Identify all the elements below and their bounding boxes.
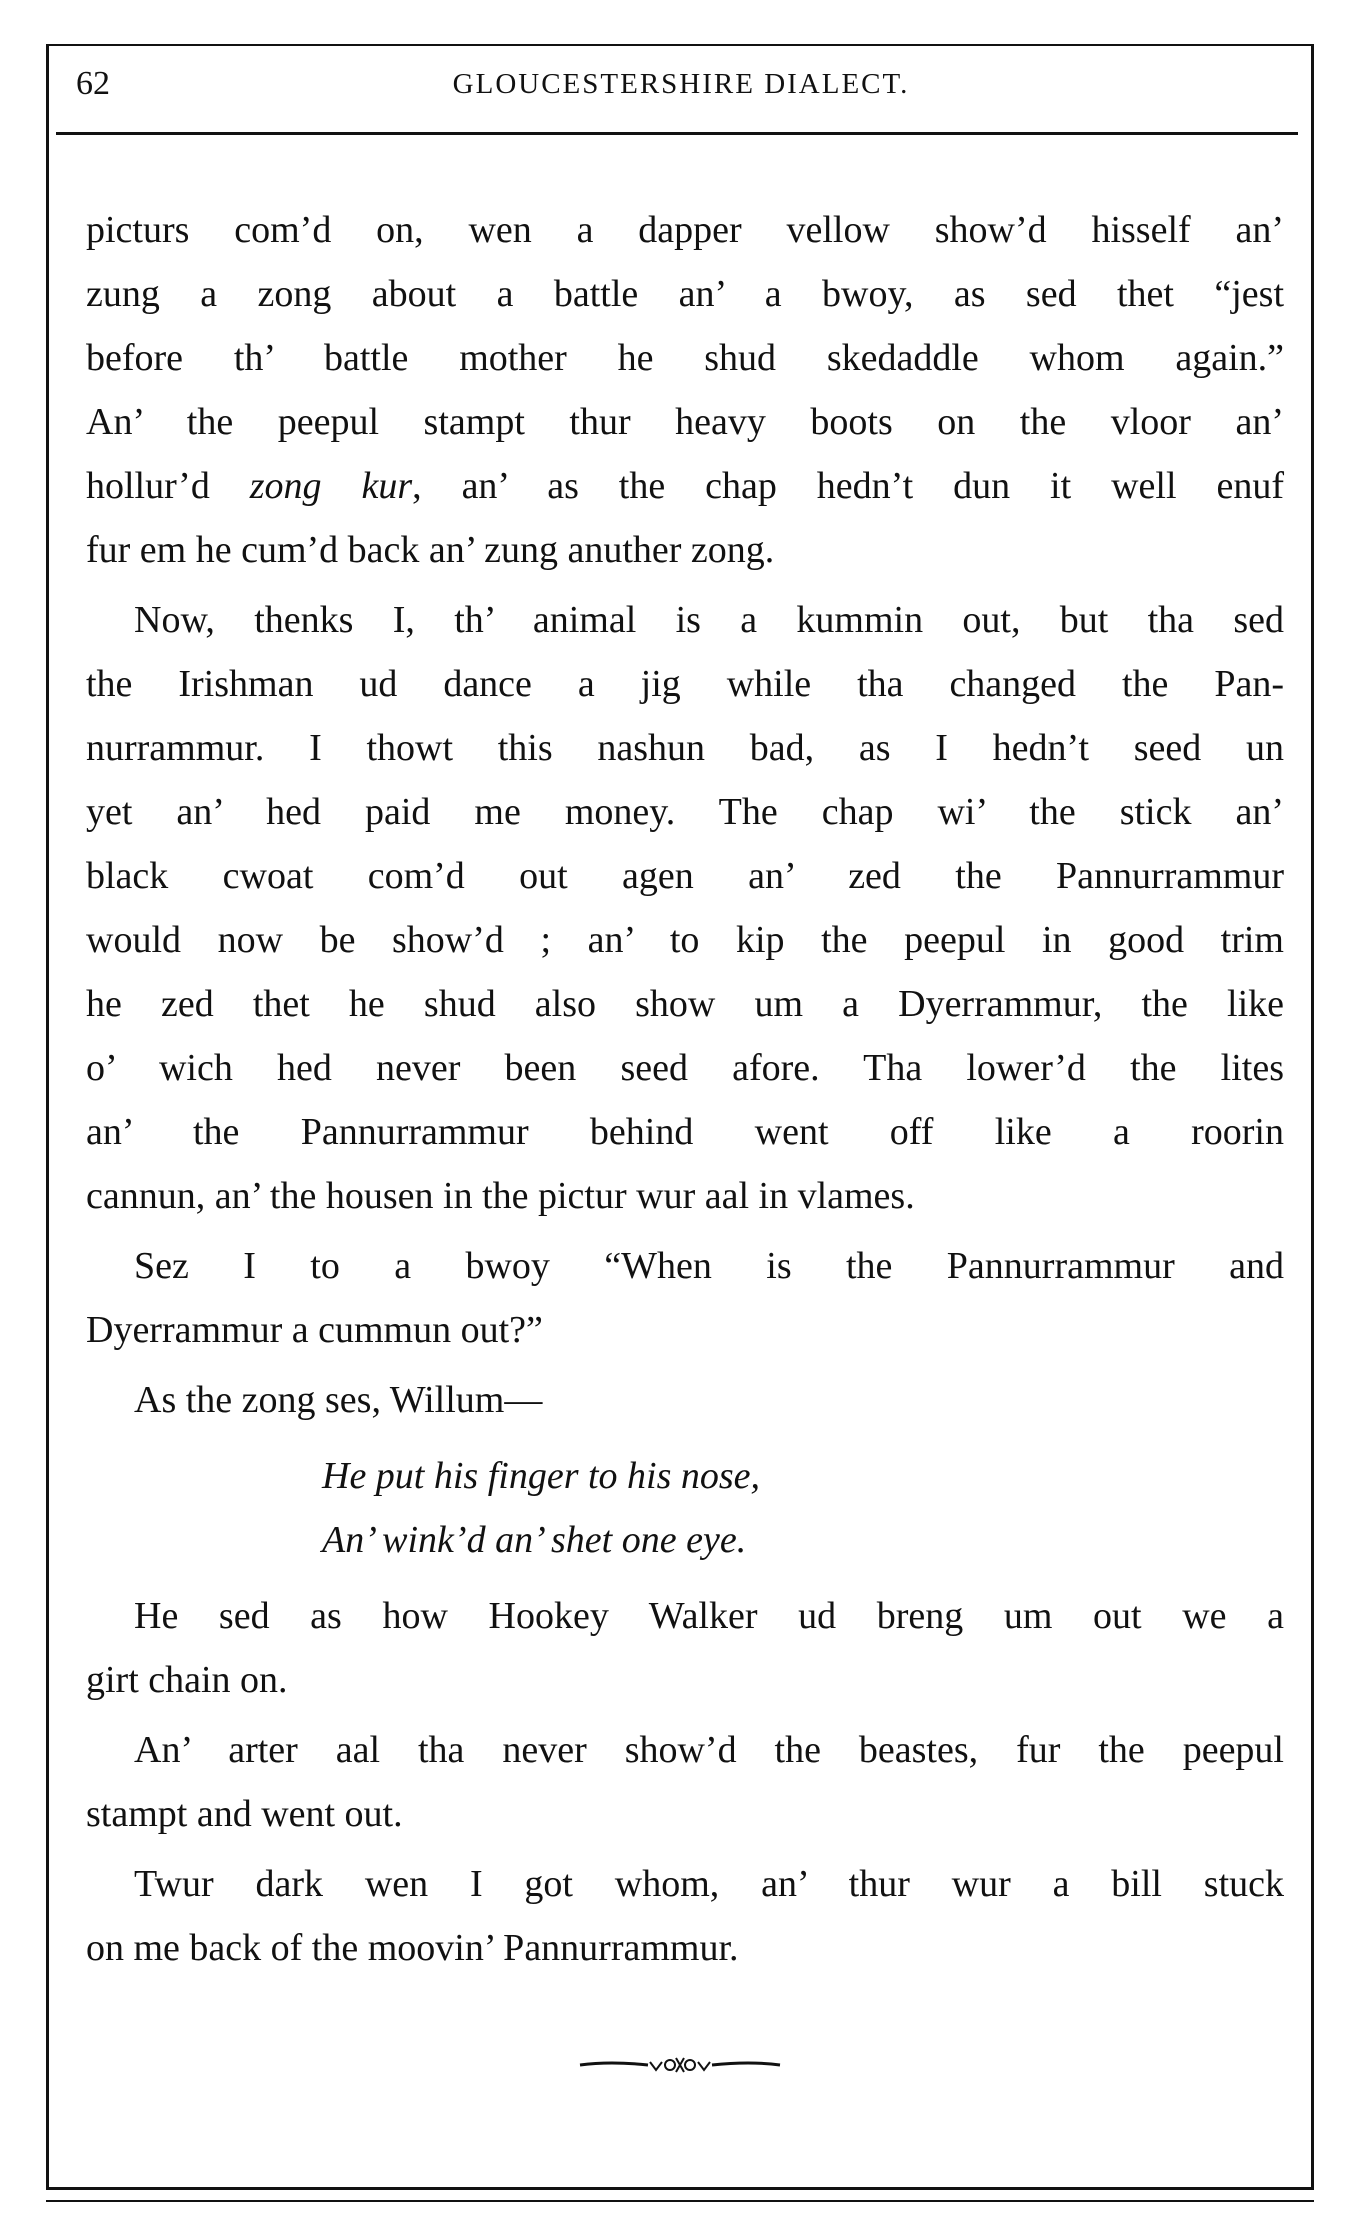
text-line: o’ wich hed never been seed afore. Tha lower’d the lites bbox=[86, 1047, 1284, 1089]
text-line: black cwoat com’d out agen an’ zed the Pannurrammur bbox=[86, 855, 1284, 897]
paragraph-5 bbox=[86, 1584, 1284, 1712]
page-number: 62 bbox=[76, 65, 110, 102]
bottom-double-rule bbox=[46, 2200, 1314, 2202]
text-line: he zed thet he shud also show um a Dyerrammur, the like bbox=[86, 983, 1284, 1025]
header-rule bbox=[56, 132, 1298, 135]
running-head bbox=[76, 62, 1286, 106]
text-line: would now be show’d ; an’ to kip the peepul in good trim bbox=[86, 919, 1284, 961]
text-line: on me back of the moovin’ Pannurrammur. bbox=[86, 1927, 739, 1969]
text-line: Dyerrammur a cummun out?” bbox=[86, 1309, 543, 1351]
text-line: girt chain on. bbox=[86, 1659, 288, 1701]
text-line: Sez I to a bwoy “When is the Pannurrammur and bbox=[134, 1245, 1284, 1287]
verse-line: An’ wink’d an’ shet one eye. bbox=[322, 1519, 747, 1561]
text-line: As the zong ses, Willum— bbox=[134, 1379, 543, 1421]
text-line: stampt and went out. bbox=[86, 1793, 403, 1835]
body-text bbox=[86, 198, 1284, 1980]
text-line: yet an’ hed paid me money. The chap wi’ the stick an’ bbox=[86, 791, 1284, 833]
paragraph-6 bbox=[86, 1718, 1284, 1846]
paragraph-2 bbox=[86, 588, 1284, 1228]
fleuron-ornament-icon bbox=[0, 2050, 1360, 2085]
text-line: An’ the peepul stampt thur heavy boots on the vloor an’ bbox=[86, 401, 1284, 443]
paragraph-4 bbox=[86, 1368, 1284, 1432]
verse-line: He put his finger to his nose, bbox=[322, 1455, 761, 1497]
text-line: before th’ battle mother he shud skedaddle whom again.” bbox=[86, 337, 1284, 379]
text-line: hollur’d zong kur, an’ as the chap hedn’t dun it well enuf bbox=[86, 465, 1284, 507]
text-line: fur em he cum’d back an’ zung anuther zong. bbox=[86, 529, 775, 571]
text-line: nurrammur. I thowt this nashun bad, as I hedn’t seed un bbox=[86, 727, 1284, 769]
text-line: Now, thenks I, th’ animal is a kummin out, but tha sed bbox=[134, 599, 1284, 641]
italic-phrase: zong kur bbox=[249, 465, 413, 507]
text-line: zung a zong about a battle an’ a bwoy, as sed thet “jest bbox=[86, 273, 1284, 315]
text-line: He sed as how Hookey Walker ud breng um out we a bbox=[134, 1595, 1284, 1637]
text-line: Twur dark wen I got whom, an’ thur wur a bill stuck bbox=[134, 1863, 1284, 1905]
paragraph-3 bbox=[86, 1234, 1284, 1362]
paragraph-1 bbox=[86, 198, 1284, 582]
verse-quote bbox=[86, 1444, 1284, 1572]
text-line: cannun, an’ the housen in the pictur wur aal in vlames. bbox=[86, 1175, 915, 1217]
running-title: GLOUCESTERSHIRE DIALECT. bbox=[452, 68, 910, 100]
paragraph-7 bbox=[86, 1852, 1284, 1980]
text-line: An’ arter aal tha never show’d the beastes, fur the peepul bbox=[134, 1729, 1284, 1771]
text-line: picturs com’d on, wen a dapper vellow show’d hisself an’ bbox=[86, 209, 1284, 251]
text-line: the Irishman ud dance a jig while tha changed the Pan- bbox=[86, 663, 1284, 705]
text-line: an’ the Pannurrammur behind went off like a roorin bbox=[86, 1111, 1284, 1153]
